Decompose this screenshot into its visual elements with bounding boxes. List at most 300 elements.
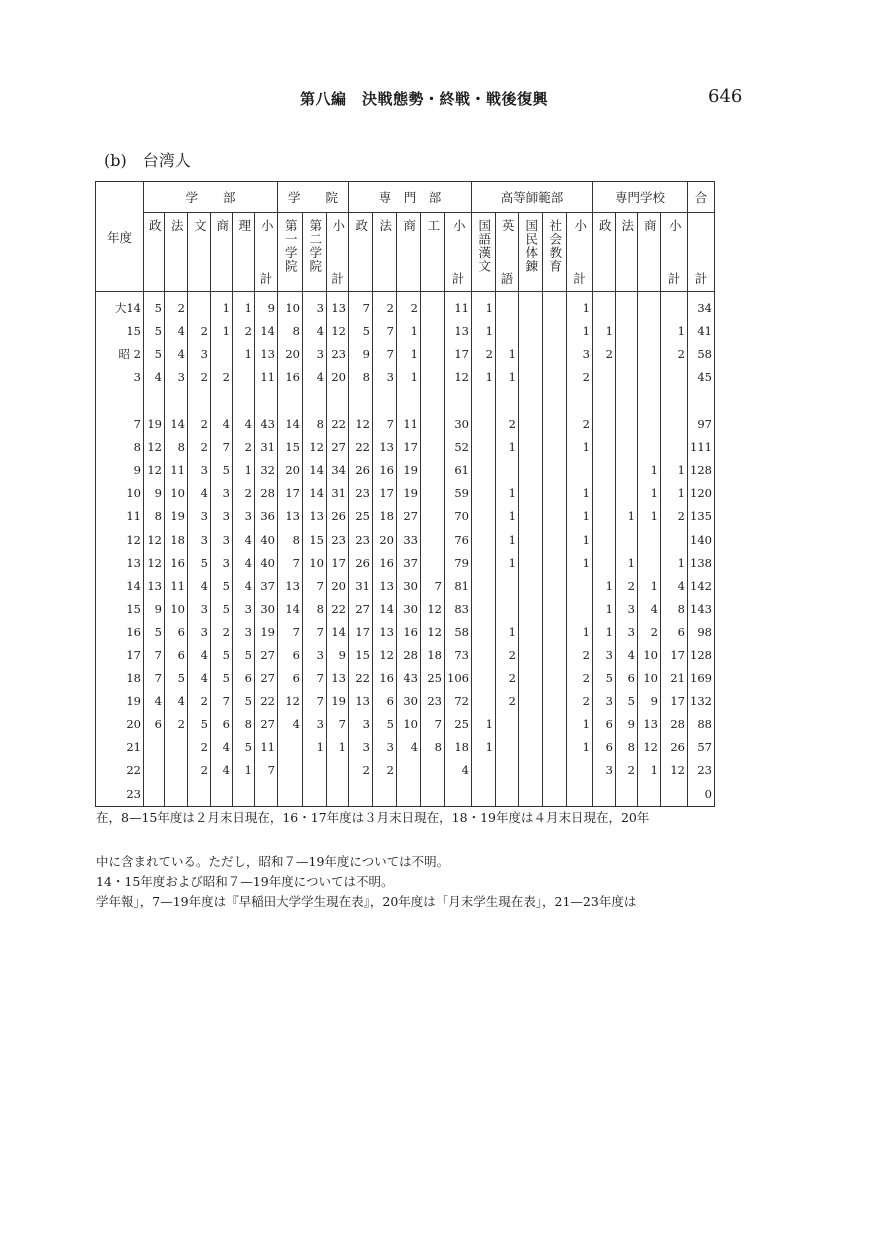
count-cell [421, 760, 445, 783]
count-cell: 14 [373, 598, 397, 621]
count-cell: 11 [397, 413, 421, 436]
count-cell: 2 [349, 760, 373, 783]
count-cell [496, 760, 519, 783]
count-cell [543, 506, 567, 529]
count-cell: 5 [616, 690, 638, 713]
year-cell: 8 [96, 436, 144, 459]
count-cell: 19 [397, 483, 421, 506]
count-cell [593, 436, 616, 459]
count-cell: 13 [255, 343, 278, 366]
count-cell [616, 529, 638, 552]
year-cell: 7 [96, 413, 144, 436]
count-cell: 10 [278, 292, 303, 321]
count-cell [567, 760, 593, 783]
count-cell: 57 [688, 737, 715, 760]
count-cell: 4 [188, 575, 211, 598]
column-header [661, 213, 688, 292]
count-cell: 1 [593, 598, 616, 621]
column-header-top: 第二学院 [307, 219, 323, 273]
count-cell [472, 552, 496, 575]
count-cell [593, 552, 616, 575]
column-header [327, 213, 349, 292]
count-cell [519, 760, 543, 783]
count-cell: 18 [445, 737, 472, 760]
column-header-top: 工 [425, 219, 441, 233]
count-cell: 3 [211, 552, 233, 575]
count-cell [543, 436, 567, 459]
count-cell [278, 760, 303, 783]
count-cell: 7 [278, 552, 303, 575]
count-cell: 3 [188, 506, 211, 529]
count-cell: 30 [397, 598, 421, 621]
count-cell: 7 [303, 667, 327, 690]
count-cell: 1 [567, 552, 593, 575]
count-cell: 7 [373, 343, 397, 366]
count-cell: 4 [233, 413, 255, 436]
count-cell: 1 [567, 483, 593, 506]
count-cell: 9 [616, 714, 638, 737]
count-cell: 26 [661, 737, 688, 760]
count-cell: 1 [496, 552, 519, 575]
count-cell: 34 [327, 459, 349, 482]
column-header-top: 文 [192, 219, 208, 233]
count-cell: 16 [397, 621, 421, 644]
count-cell: 13 [373, 436, 397, 459]
year-cell: 11 [96, 506, 144, 529]
count-cell: 128 [688, 644, 715, 667]
count-cell [543, 529, 567, 552]
table-row [96, 320, 715, 343]
year-cell: 12 [96, 529, 144, 552]
count-cell: 3 [211, 483, 233, 506]
count-cell [616, 413, 638, 436]
count-cell [496, 783, 519, 807]
count-cell: 2 [211, 621, 233, 644]
count-cell [421, 783, 445, 807]
year-cell: 18 [96, 667, 144, 690]
count-cell [472, 389, 496, 413]
count-cell [519, 343, 543, 366]
count-cell: 7 [211, 436, 233, 459]
count-cell [543, 783, 567, 807]
count-cell [593, 292, 616, 321]
count-cell: 31 [349, 575, 373, 598]
count-cell: 43 [397, 667, 421, 690]
count-cell [144, 737, 165, 760]
year-cell: 17 [96, 644, 144, 667]
count-cell: 59 [445, 483, 472, 506]
count-cell: 4 [211, 737, 233, 760]
table-row [96, 644, 715, 667]
count-cell: 4 [233, 575, 255, 598]
count-cell: 36 [255, 506, 278, 529]
count-cell: 1 [496, 483, 519, 506]
count-cell: 1 [661, 552, 688, 575]
table-row [96, 575, 715, 598]
count-cell: 17 [327, 552, 349, 575]
count-cell [165, 389, 188, 413]
count-cell [421, 413, 445, 436]
count-cell: 19 [327, 690, 349, 713]
count-cell: 1 [567, 320, 593, 343]
year-cell: 20 [96, 714, 144, 737]
count-cell: 1 [397, 366, 421, 389]
count-cell: 2 [496, 667, 519, 690]
count-cell [211, 343, 233, 366]
count-cell: 12 [421, 598, 445, 621]
count-cell: 8 [165, 436, 188, 459]
year-cell: 15 [96, 320, 144, 343]
count-cell: 14 [327, 621, 349, 644]
count-cell: 10 [165, 598, 188, 621]
count-cell: 13 [638, 714, 661, 737]
count-cell [421, 366, 445, 389]
count-cell: 1 [496, 436, 519, 459]
table-row [96, 366, 715, 389]
count-cell: 4 [188, 483, 211, 506]
count-cell: 6 [165, 621, 188, 644]
count-cell: 16 [373, 459, 397, 482]
count-cell [421, 292, 445, 321]
section-label: (b) 台湾人 [104, 151, 191, 170]
count-cell [661, 366, 688, 389]
count-cell [496, 320, 519, 343]
count-cell [638, 366, 661, 389]
column-header-top: 理 [236, 219, 252, 233]
count-cell [543, 483, 567, 506]
count-cell [543, 737, 567, 760]
count-cell [593, 529, 616, 552]
count-cell: 1 [496, 366, 519, 389]
count-cell: 5 [211, 644, 233, 667]
count-cell: 15 [278, 436, 303, 459]
count-cell: 3 [165, 366, 188, 389]
count-cell: 5 [144, 343, 165, 366]
count-cell: 1 [303, 737, 327, 760]
count-cell: 25 [421, 667, 445, 690]
count-cell: 7 [421, 575, 445, 598]
count-cell [421, 436, 445, 459]
count-cell: 2 [373, 760, 397, 783]
count-cell: 4 [188, 667, 211, 690]
column-header-top: 小 [330, 219, 346, 233]
table-row [96, 552, 715, 575]
column-header [255, 213, 278, 292]
count-cell [496, 714, 519, 737]
count-cell: 1 [661, 459, 688, 482]
count-cell: 20 [327, 575, 349, 598]
count-cell [165, 783, 188, 807]
count-cell: 26 [349, 459, 373, 482]
count-cell: 3 [303, 343, 327, 366]
count-cell [688, 389, 715, 413]
student-count-table [95, 181, 715, 807]
count-cell [327, 783, 349, 807]
count-cell: 6 [233, 667, 255, 690]
count-cell: 14 [303, 459, 327, 482]
count-cell [303, 389, 327, 413]
count-cell [397, 389, 421, 413]
column-header-foot: 計 [331, 271, 344, 286]
count-cell: 5 [188, 552, 211, 575]
count-cell: 3 [616, 621, 638, 644]
count-cell: 2 [233, 483, 255, 506]
count-cell: 1 [638, 459, 661, 482]
count-cell: 1 [496, 529, 519, 552]
count-cell: 27 [255, 667, 278, 690]
count-cell: 7 [144, 644, 165, 667]
count-cell [144, 783, 165, 807]
count-cell: 12 [327, 320, 349, 343]
count-cell [593, 389, 616, 413]
group-header-gakuin: 学 院 [278, 182, 349, 213]
count-cell [543, 389, 567, 413]
column-header [593, 213, 616, 292]
year-cell: 14 [96, 575, 144, 598]
count-cell [543, 366, 567, 389]
note-line-2: 中に含まれている。ただし，昭和７—19年度については不明。 [96, 854, 450, 869]
count-cell: 22 [327, 413, 349, 436]
count-cell [567, 389, 593, 413]
count-cell [472, 783, 496, 807]
count-cell: 2 [593, 343, 616, 366]
count-cell: 61 [445, 459, 472, 482]
count-cell: 14 [165, 413, 188, 436]
count-cell: 7 [211, 690, 233, 713]
count-cell: 10 [397, 714, 421, 737]
count-cell [397, 783, 421, 807]
count-cell: 2 [188, 413, 211, 436]
column-header-foot: 計 [259, 271, 273, 286]
count-cell: 23 [349, 483, 373, 506]
count-cell: 128 [688, 459, 715, 482]
column-header-top: 政 [147, 219, 163, 233]
count-cell [661, 783, 688, 807]
count-cell: 8 [661, 598, 688, 621]
count-cell: 88 [688, 714, 715, 737]
count-cell: 97 [688, 413, 715, 436]
column-header-top: 小 [572, 219, 588, 233]
count-cell: 34 [688, 292, 715, 321]
count-cell: 30 [255, 598, 278, 621]
count-cell: 28 [397, 644, 421, 667]
count-cell: 4 [211, 413, 233, 436]
table-row [96, 714, 715, 737]
column-header-top: 国民体錬 [523, 219, 539, 273]
count-cell: 12 [445, 366, 472, 389]
table-row [96, 483, 715, 506]
group-header-koto-shihanbu: 高等師範部 [472, 182, 593, 213]
count-cell [638, 320, 661, 343]
count-cell [421, 320, 445, 343]
count-cell [144, 389, 165, 413]
count-cell: 2 [616, 575, 638, 598]
count-cell: 5 [233, 644, 255, 667]
column-header [567, 213, 593, 292]
count-cell: 4 [445, 760, 472, 783]
count-cell: 7 [421, 714, 445, 737]
count-cell: 1 [233, 292, 255, 321]
count-cell: 1 [233, 459, 255, 482]
count-cell: 15 [303, 529, 327, 552]
count-cell [638, 436, 661, 459]
column-header [472, 213, 496, 292]
count-cell: 31 [255, 436, 278, 459]
count-cell [519, 292, 543, 321]
count-cell [233, 389, 255, 413]
count-cell [303, 760, 327, 783]
count-cell: 6 [616, 667, 638, 690]
column-header-top: 商 [642, 219, 658, 233]
count-cell: 11 [165, 575, 188, 598]
count-cell: 18 [373, 506, 397, 529]
count-cell [472, 506, 496, 529]
count-cell [278, 783, 303, 807]
column-header-foot: 計 [573, 271, 586, 286]
count-cell [638, 292, 661, 321]
count-cell: 13 [144, 575, 165, 598]
count-cell: 13 [349, 690, 373, 713]
count-cell: 16 [165, 552, 188, 575]
table-row [96, 737, 715, 760]
count-cell: 23 [688, 760, 715, 783]
count-cell: 8 [616, 737, 638, 760]
year-cell: 大14 [96, 292, 144, 321]
count-cell: 5 [211, 598, 233, 621]
count-cell: 3 [211, 529, 233, 552]
year-cell: 昭 2 [96, 343, 144, 366]
count-cell: 1 [567, 737, 593, 760]
count-cell [496, 292, 519, 321]
year-cell: 10 [96, 483, 144, 506]
count-cell: 5 [144, 320, 165, 343]
count-cell: 142 [688, 575, 715, 598]
count-cell: 1 [638, 760, 661, 783]
count-cell: 1 [496, 621, 519, 644]
count-cell [638, 389, 661, 413]
running-header-title: 第八編 決戦態勢・終戦・戦後復興 [300, 90, 549, 108]
count-cell: 5 [211, 575, 233, 598]
count-cell [593, 483, 616, 506]
group-header-senmonbu: 専 門 部 [349, 182, 472, 213]
column-header [211, 213, 233, 292]
count-cell: 1 [472, 714, 496, 737]
count-cell: 3 [303, 644, 327, 667]
count-cell [255, 783, 278, 807]
count-cell: 4 [165, 343, 188, 366]
table-row [96, 413, 715, 436]
count-cell: 5 [233, 690, 255, 713]
count-cell: 8 [421, 737, 445, 760]
count-cell: 5 [165, 667, 188, 690]
column-header [543, 213, 567, 292]
count-cell [543, 690, 567, 713]
count-cell [496, 575, 519, 598]
column-header [445, 213, 472, 292]
count-cell [567, 459, 593, 482]
count-cell: 3 [593, 690, 616, 713]
year-cell: 15 [96, 598, 144, 621]
count-cell [472, 529, 496, 552]
count-cell [278, 389, 303, 413]
count-cell [472, 690, 496, 713]
count-cell: 25 [445, 714, 472, 737]
count-cell [543, 320, 567, 343]
column-header [688, 213, 715, 292]
column-header-foot: 計 [451, 271, 465, 286]
column-header-top: 商 [401, 219, 417, 233]
count-cell: 11 [255, 737, 278, 760]
count-cell [421, 459, 445, 482]
count-cell: 33 [397, 529, 421, 552]
count-cell: 6 [165, 644, 188, 667]
count-cell: 16 [373, 667, 397, 690]
count-cell: 13 [373, 575, 397, 598]
count-cell: 7 [255, 760, 278, 783]
column-header [165, 213, 188, 292]
year-cell: 19 [96, 690, 144, 713]
count-cell [519, 366, 543, 389]
count-cell: 79 [445, 552, 472, 575]
column-header [616, 213, 638, 292]
count-cell [519, 552, 543, 575]
count-cell: 4 [661, 575, 688, 598]
column-header-foot: 計 [694, 271, 708, 286]
count-cell: 3 [349, 737, 373, 760]
count-cell [472, 575, 496, 598]
count-cell [543, 292, 567, 321]
count-cell: 3 [373, 737, 397, 760]
count-cell: 10 [165, 483, 188, 506]
count-cell [472, 459, 496, 482]
count-cell: 27 [397, 506, 421, 529]
count-cell: 76 [445, 529, 472, 552]
count-cell: 22 [255, 690, 278, 713]
count-cell: 2 [188, 320, 211, 343]
count-cell [188, 389, 211, 413]
count-cell [421, 343, 445, 366]
count-cell: 6 [373, 690, 397, 713]
count-cell [519, 506, 543, 529]
count-cell: 58 [445, 621, 472, 644]
count-cell: 2 [165, 714, 188, 737]
count-cell: 27 [255, 644, 278, 667]
count-cell: 2 [496, 413, 519, 436]
count-cell: 12 [144, 552, 165, 575]
count-cell [165, 760, 188, 783]
count-cell [567, 575, 593, 598]
column-header-top: 小 [451, 219, 467, 233]
count-cell [421, 483, 445, 506]
count-cell: 14 [303, 483, 327, 506]
table-row [96, 292, 715, 321]
count-cell: 4 [616, 644, 638, 667]
count-cell [303, 783, 327, 807]
count-cell: 83 [445, 598, 472, 621]
note-line-4: 学年報」，7—19年度は『早稲田大学学生現在表』，20年度は「月末学生現在表」，21—23年度は [96, 894, 637, 909]
year-cell: 3 [96, 366, 144, 389]
count-cell: 12 [144, 529, 165, 552]
count-cell [661, 529, 688, 552]
count-cell: 14 [278, 413, 303, 436]
year-cell: 9 [96, 459, 144, 482]
count-cell: 70 [445, 506, 472, 529]
count-cell: 28 [255, 483, 278, 506]
count-cell [616, 366, 638, 389]
count-cell: 13 [373, 621, 397, 644]
count-cell [421, 529, 445, 552]
count-cell: 22 [349, 436, 373, 459]
